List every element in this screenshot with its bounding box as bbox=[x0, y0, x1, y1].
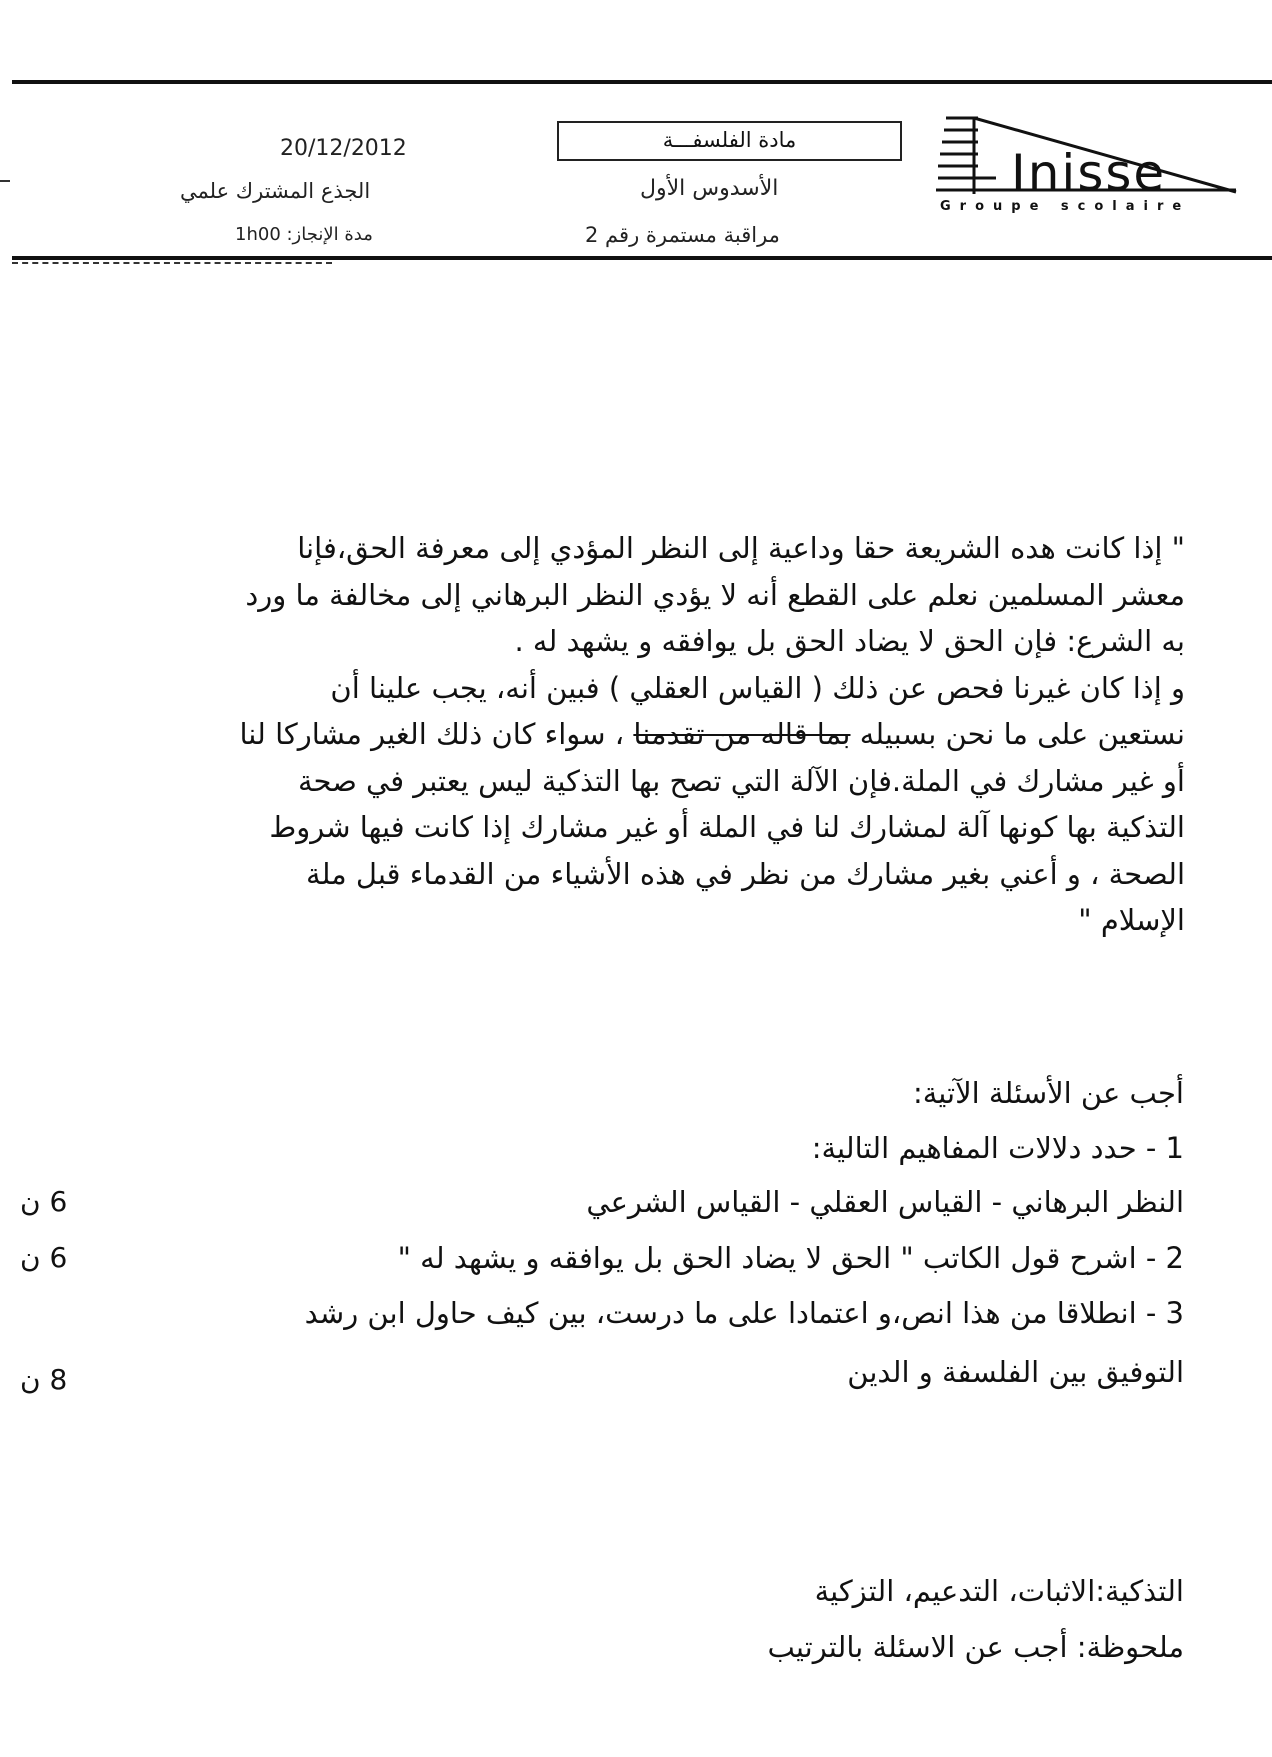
subject-box: مادة الفلسفـــة bbox=[557, 121, 902, 161]
text-fragment: ، سواء كان ذلك الغير مشاركا لنا bbox=[239, 717, 625, 751]
text-fragment: نستعين على ما نحن بسبيله bbox=[859, 717, 1185, 751]
logo-subtitle: Groupe scolaire bbox=[940, 199, 1191, 214]
semester-label: الأسدوس الأول bbox=[640, 176, 779, 201]
logo-name: Inisse bbox=[1011, 144, 1167, 202]
header-bottom-rule bbox=[12, 256, 1272, 260]
branch-label: الجذع المشترك علمي bbox=[180, 179, 371, 203]
question-3-line-1: 3 - انطلاقا من هذا انص،و اعتمادا على ما درست، بين كيف حاول ابن رشد bbox=[304, 1296, 1184, 1330]
struck-fragment: بما قاله من تقدمنا bbox=[633, 717, 851, 751]
question-1-score: 6 ن bbox=[20, 1185, 68, 1218]
duration-label: مدة الإنجاز: 1h00 bbox=[235, 224, 373, 245]
questions-intro: أجب عن الأسئلة الآتية: bbox=[912, 1076, 1184, 1110]
philosophy-text bbox=[30, 525, 1185, 944]
header-bottom-dash bbox=[12, 262, 332, 266]
text-line: التذكية بها كونها آلة لمشارك لنا في الملة أو غير مشارك إذا كانت فيها شروط bbox=[269, 810, 1185, 844]
header-top-rule bbox=[12, 80, 1272, 84]
exam-label: مراقبة مستمرة رقم 2 bbox=[585, 223, 780, 247]
text-line: الصحة ، و أعني بغير مشارك من نظر في هذه الأشياء من القدماء قبل ملة bbox=[306, 856, 1185, 891]
text-line: به الشرع: فإن الحق لا يضاد الحق بل يوافقه و يشهد له . bbox=[514, 624, 1185, 658]
text-line: الإسلام " bbox=[1078, 903, 1185, 937]
text-line: و إذا كان غيرنا فحص عن ذلك ( القياس العقلي ) فبين أنه، يجب علينا أن bbox=[330, 670, 1185, 705]
question-1-terms: النظر البرهاني - القياس العقلي - القياس الشرعي bbox=[586, 1185, 1184, 1219]
tadhkiya-note: التذكية:الاثبات، التدعيم، التزكية bbox=[814, 1574, 1184, 1608]
exam-date: 20/12/2012 bbox=[280, 136, 407, 161]
question-3-score: 8 ن bbox=[20, 1363, 68, 1396]
text-line: أو غير مشارك في الملة.فإن الآلة التي تصح بها التذكية ليس يعتبر في صحة bbox=[297, 763, 1185, 798]
question-1: 1 - حدد دلالات المفاهيم التالية: bbox=[811, 1131, 1184, 1165]
question-3-line-2: التوفيق بين الفلسفة و الدين bbox=[847, 1355, 1184, 1389]
order-note: ملحوظة: أجب عن الاسئلة بالترتيب bbox=[767, 1630, 1184, 1664]
question-2-score: 6 ن bbox=[20, 1241, 68, 1274]
text-line bbox=[30, 711, 1185, 758]
question-2: 2 - اشرح قول الكاتب " الحق لا يضاد الحق بل يوافقه و يشهد له " bbox=[397, 1241, 1184, 1275]
text-line: معشر المسلمين نعلم على القطع أنه لا يؤدي النظر البرهاني إلى مخالفة ما ورد bbox=[245, 577, 1185, 612]
school-logo bbox=[936, 114, 1246, 220]
margin-tick bbox=[0, 180, 10, 182]
text-line: " إذا كانت هده الشريعة حقا وداعية إلى النظر المؤدي إلى معرفة الحق،فإنا bbox=[297, 531, 1185, 565]
